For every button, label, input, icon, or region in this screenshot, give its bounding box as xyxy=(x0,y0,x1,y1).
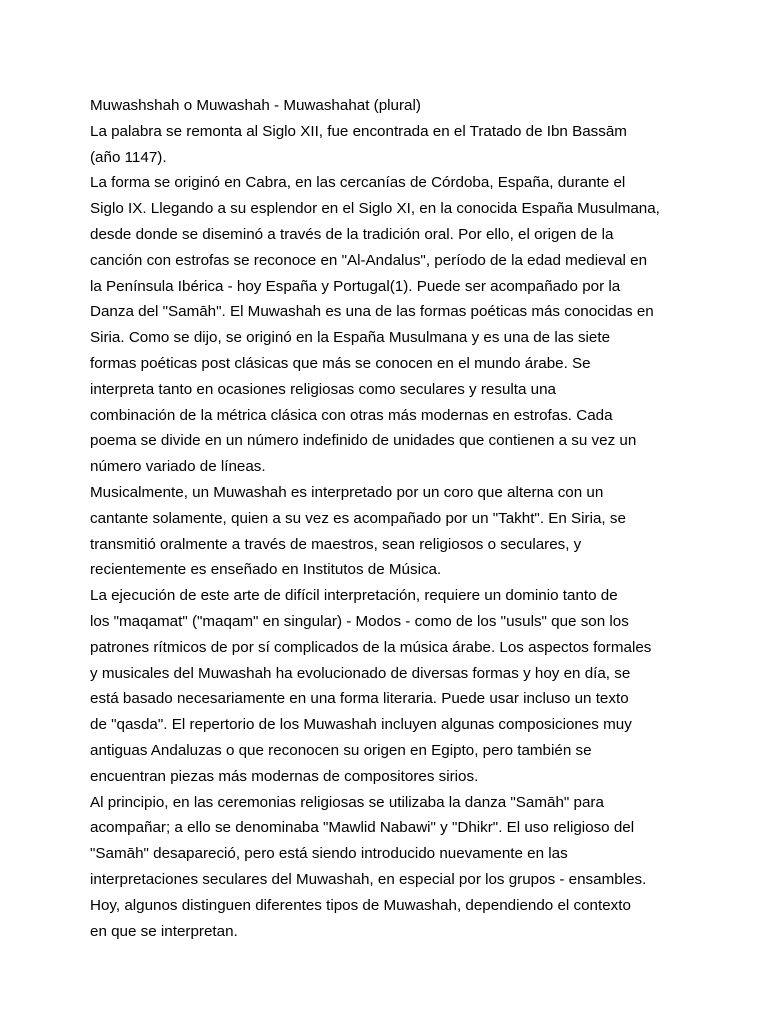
text-line: transmitió oralmente a través de maestros, sean religiosos o seculares, y xyxy=(90,535,582,553)
text-line: Muwashshah o Muwashah - Muwashahat (plural) xyxy=(90,97,421,114)
text-line: desde donde se diseminó a través de la tradición oral. Por ello, el origen de la xyxy=(90,225,614,243)
text-line: interpreta tanto en ocasiones religiosas como seculares y resulta una xyxy=(90,380,557,398)
text-line: La forma se originó en Cabra, en las cercanías de Córdoba, España, durante el xyxy=(90,174,626,192)
text-line: acompañar; a ello se denominaba "Mawlid Nabawi" y "Dhikr". El uso religioso del xyxy=(90,819,635,837)
text-line: La palabra se remonta al Siglo XII, fue encontrada en el Tratado de Ibn Bassām xyxy=(90,122,627,140)
text-line: poema se divide en un número indefinido de unidades que contienen a su vez un xyxy=(90,432,637,450)
text-line: antiguas Andaluzas o que reconocen su origen en Egipto, pero también se xyxy=(90,741,592,759)
text-line: patrones rítmicos de por sí complicados de la música árabe. Los aspectos formales xyxy=(90,638,652,656)
text-line: canción con estrofas se reconoce en "Al-Andalus", período de la edad medieval en xyxy=(90,251,648,269)
document-body xyxy=(90,93,690,944)
text-line: la Península Ibérica - hoy España y Portugal(1). Puede ser acompañado por la xyxy=(90,277,621,295)
text-line: de "qasda". El repertorio de los Muwashah incluyen algunas composiciones muy xyxy=(90,716,632,734)
text-line: Siglo IX. Llegando a su esplendor en el Siglo XI, en la conocida España Musulmana, xyxy=(90,200,660,218)
text-line: Danza del "Samāh". El Muwashah es una de las formas poéticas más conocidas en xyxy=(90,303,654,321)
text-line: número variado de líneas. xyxy=(90,458,266,476)
text-line: Musicalmente, un Muwashah es interpretado por un coro que alterna con un xyxy=(90,483,604,501)
text-line: (año 1147). xyxy=(90,148,167,166)
text-line: los "maqamat" ("maqam" en singular) - Modos - como de los "usuls" que son los xyxy=(90,612,629,630)
text-line: recientemente es enseñado en Institutos de Música. xyxy=(90,561,442,579)
text-line: Al principio, en las ceremonias religiosas se utilizaba la danza "Samāh" para xyxy=(90,793,604,811)
text-line: y musicales del Muwashah ha evolucionado de diversas formas y hoy en día, se xyxy=(90,664,631,682)
text-line: en que se interpretan. xyxy=(90,922,238,940)
text-line: está basado necesariamente en una forma literaria. Puede usar incluso un texto xyxy=(90,690,629,708)
text-line: "Samāh" desapareció, pero está siendo introducido nuevamente en las xyxy=(90,845,568,863)
text-line: La ejecución de este arte de difícil interpretación, requiere un dominio tanto de xyxy=(90,587,618,605)
text-line: cantante solamente, quien a su vez es acompañado por un "Takht". En Siria, se xyxy=(90,509,626,527)
text-line: interpretaciones seculares del Muwashah, en especial por los grupos - ensambles. xyxy=(90,870,647,888)
text-line: combinación de la métrica clásica con otras más modernas en estrofas. Cada xyxy=(90,406,613,424)
text-line: formas poéticas post clásicas que más se conocen en el mundo árabe. Se xyxy=(90,354,591,372)
text-line: encuentran piezas más modernas de compositores sirios. xyxy=(90,767,479,785)
text-line: Hoy, algunos distinguen diferentes tipos de Muwashah, dependiendo el contexto xyxy=(90,896,631,914)
text-line: Siria. Como se dijo, se originó en la España Musulmana y es una de las siete xyxy=(90,329,611,347)
